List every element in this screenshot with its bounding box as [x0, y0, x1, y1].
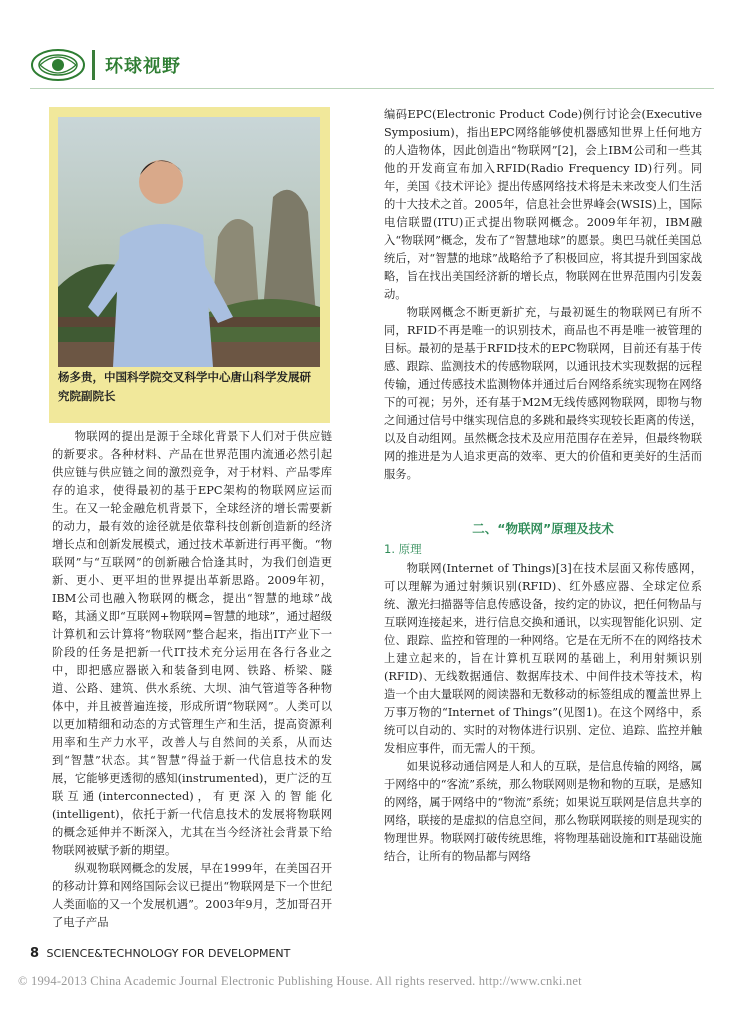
- paragraph: 如果说移动通信网是人和人的互联，是信息传输的网络，属于网络中的“客流”系统，那么物联网则是物和物的互联，是感知的网络，属于网络中的“物流”系统；如果说互联网是信息共享的网络，联接的是虚拟的信息空间，那么物联网联接的则是现实的物理世界。物联网打破传统思维，将物理基础设施和IT基础设施结合，让所有的物品都与网络: [384, 760, 702, 863]
- page-footer: [30, 946, 290, 961]
- page-number: 8: [30, 946, 40, 961]
- paragraph: 纵观物联网概念的发展，早在1999年，在美国召开的移动计算和网络国际会议已提出“物联网是下一个世纪人类面临的又一个发展机遇”。2003年9月，芝加哥召开了电子产品: [52, 862, 332, 929]
- photo-caption: 杨多贵，中国科学院交叉科学中心唐山科学发展研究院副院长: [58, 370, 311, 403]
- journal-name: SCIENCE&TECHNOLOGY FOR DEVELOPMENT: [46, 947, 291, 960]
- left-column: [52, 428, 332, 932]
- right-column-top: [384, 106, 702, 484]
- paragraph: 物联网概念不断更新扩充，与最初诞生的物联网已有所不同，RFID不再是唯一的识别技术，商品也不再是唯一被管理的目标。最初的是基于RFID技术的EPC物联网，目前还有基于传感、跟踪、监测技术的传感物联网，以通讯技术实现数据的远程传输，通过传感技术监测物体并通过后台网络系统实现物在网络下的可视；另外，还有基于M2M无线传感网物联网，即物与物之间通过信号中继实现信息的多跳和最终实现较长距离的传送，以及自动组网。虽然概念技术及应用范围存在差异，但最终物联网的推进是为人追求更高的效率、更大的价值和更美好的生活而服务。: [384, 306, 702, 481]
- right-column-bottom: [384, 514, 702, 866]
- header-divider: [92, 50, 95, 80]
- header-rule: [30, 88, 714, 89]
- section-heading: 二、“物联网”原理及技术: [472, 521, 614, 536]
- subsection-heading: 1. 原理: [384, 542, 422, 556]
- copyright-notice: © 1994-2013 China Academic Journal Electronic Publishing House. All rights reserved. http://www.cnki.net: [18, 974, 582, 988]
- paragraph: 编码EPC(Electronic Product Code)例行讨论会(Executive Symposium)，指出EPC网络能够使机器感知世界上任何地方的人造物体，因此创造出“物联网”[2]，会上IBM公司和一些其他的开发商宣布加入RFID(Radio Frequency ID)行列。同年，美国《技术评论》提出传感网络技术将是未来改变人们生活的十大技术之首。2005年，信息社会世界峰会(WSIS)上，国际电信联盟(ITU)正式提出物联网概念。2009年年初，IBM融入“物联网”概念，发布了“智慧地球”的愿景。奥巴马就任美国总统后，对“智慧的地球”战略给予了积极回应，将其提升到国家战略，旨在找出美国经济新的增长点，物联网在世界范围内引发轰动。: [384, 108, 702, 301]
- author-photo: [58, 117, 320, 367]
- paragraph: 物联网的提出是源于全球化背景下人们对于供应链的新要求。各种材料、产品在世界范围内流通必然引起供应链与供应链之间的激烈竞争，对于材料、产品零库存的追求，使得最初的基于EPC架构的物联网应运而生。在又一轮金融危机背景下，全球经济的增长需要新的动力，最有效的途径就是依靠科技创新创造新的经济增长点和创新发展模式，通过技术革新进行再平衡。“物联网”与“互联网”的创新融合恰逢其时，为我们创造更新、更小、更平坦的世界提出革新思路。2009年初，IBM公司也融入物联网的概念，提出“智慧的地球”战略，其涵义即“互联网+物联网=智慧的地球”，通过超级计算机和云计算将“物联网”整合起来，指出IT产业下一阶段的任务是把新一代IT技术充分运用在各行各业之中，即把感应器嵌入和装备到电网、铁路、桥梁、隧道、公路、建筑、供水系统、大坝、油气管道等各种物体中，并且被普遍连接，形成所谓“物联网”。人类可以以更加精细和动态的方式管理生产和生活，提高资源利用率和生产力水平，改善人与自然间的关系，从而达到“智慧”状态。其“智慧”得益于新一代信息技术的发展，它能够更透彻的感知(instrumented)，更广泛的互联互通(interconnected)，有更深入的智能化(intelligent)，依托于新一代信息技术的发展将物联网的概念延伸并不断深入，尤其在当今经济社会背景下给物联网被赋予新的期望。: [52, 430, 332, 857]
- paragraph: 物联网(Internet of Things)[3]在技术层面又称传感网，可以理解为通过射频识别(RFID)、红外感应器、全球定位系统、激光扫描器等信息传感设备，按约定的协议，把任何物品与互联网连接起来，进行信息交换和通讯，以实现智能化识别、定位、跟踪、监控和管理的一种网络。它是在无所不在的网络技术上建立起来的，旨在计算机互联网的基础上，利用射频识别(RFID)、无线数据通信、数据库技术、中间件技术等技术，构造一个由大量联网的阅读器和无数移动的标签组成的覆盖世界上万事万物的“Internet of Things”(见图1)。在这个网络中，系统可以自动的、实时的对物体进行识别、定位、追踪、监控并触发相应事件，而无需人的干预。: [384, 562, 702, 755]
- section-title: 环球视野: [105, 56, 181, 77]
- page-header: [30, 45, 181, 85]
- journal-logo-icon: [30, 45, 86, 85]
